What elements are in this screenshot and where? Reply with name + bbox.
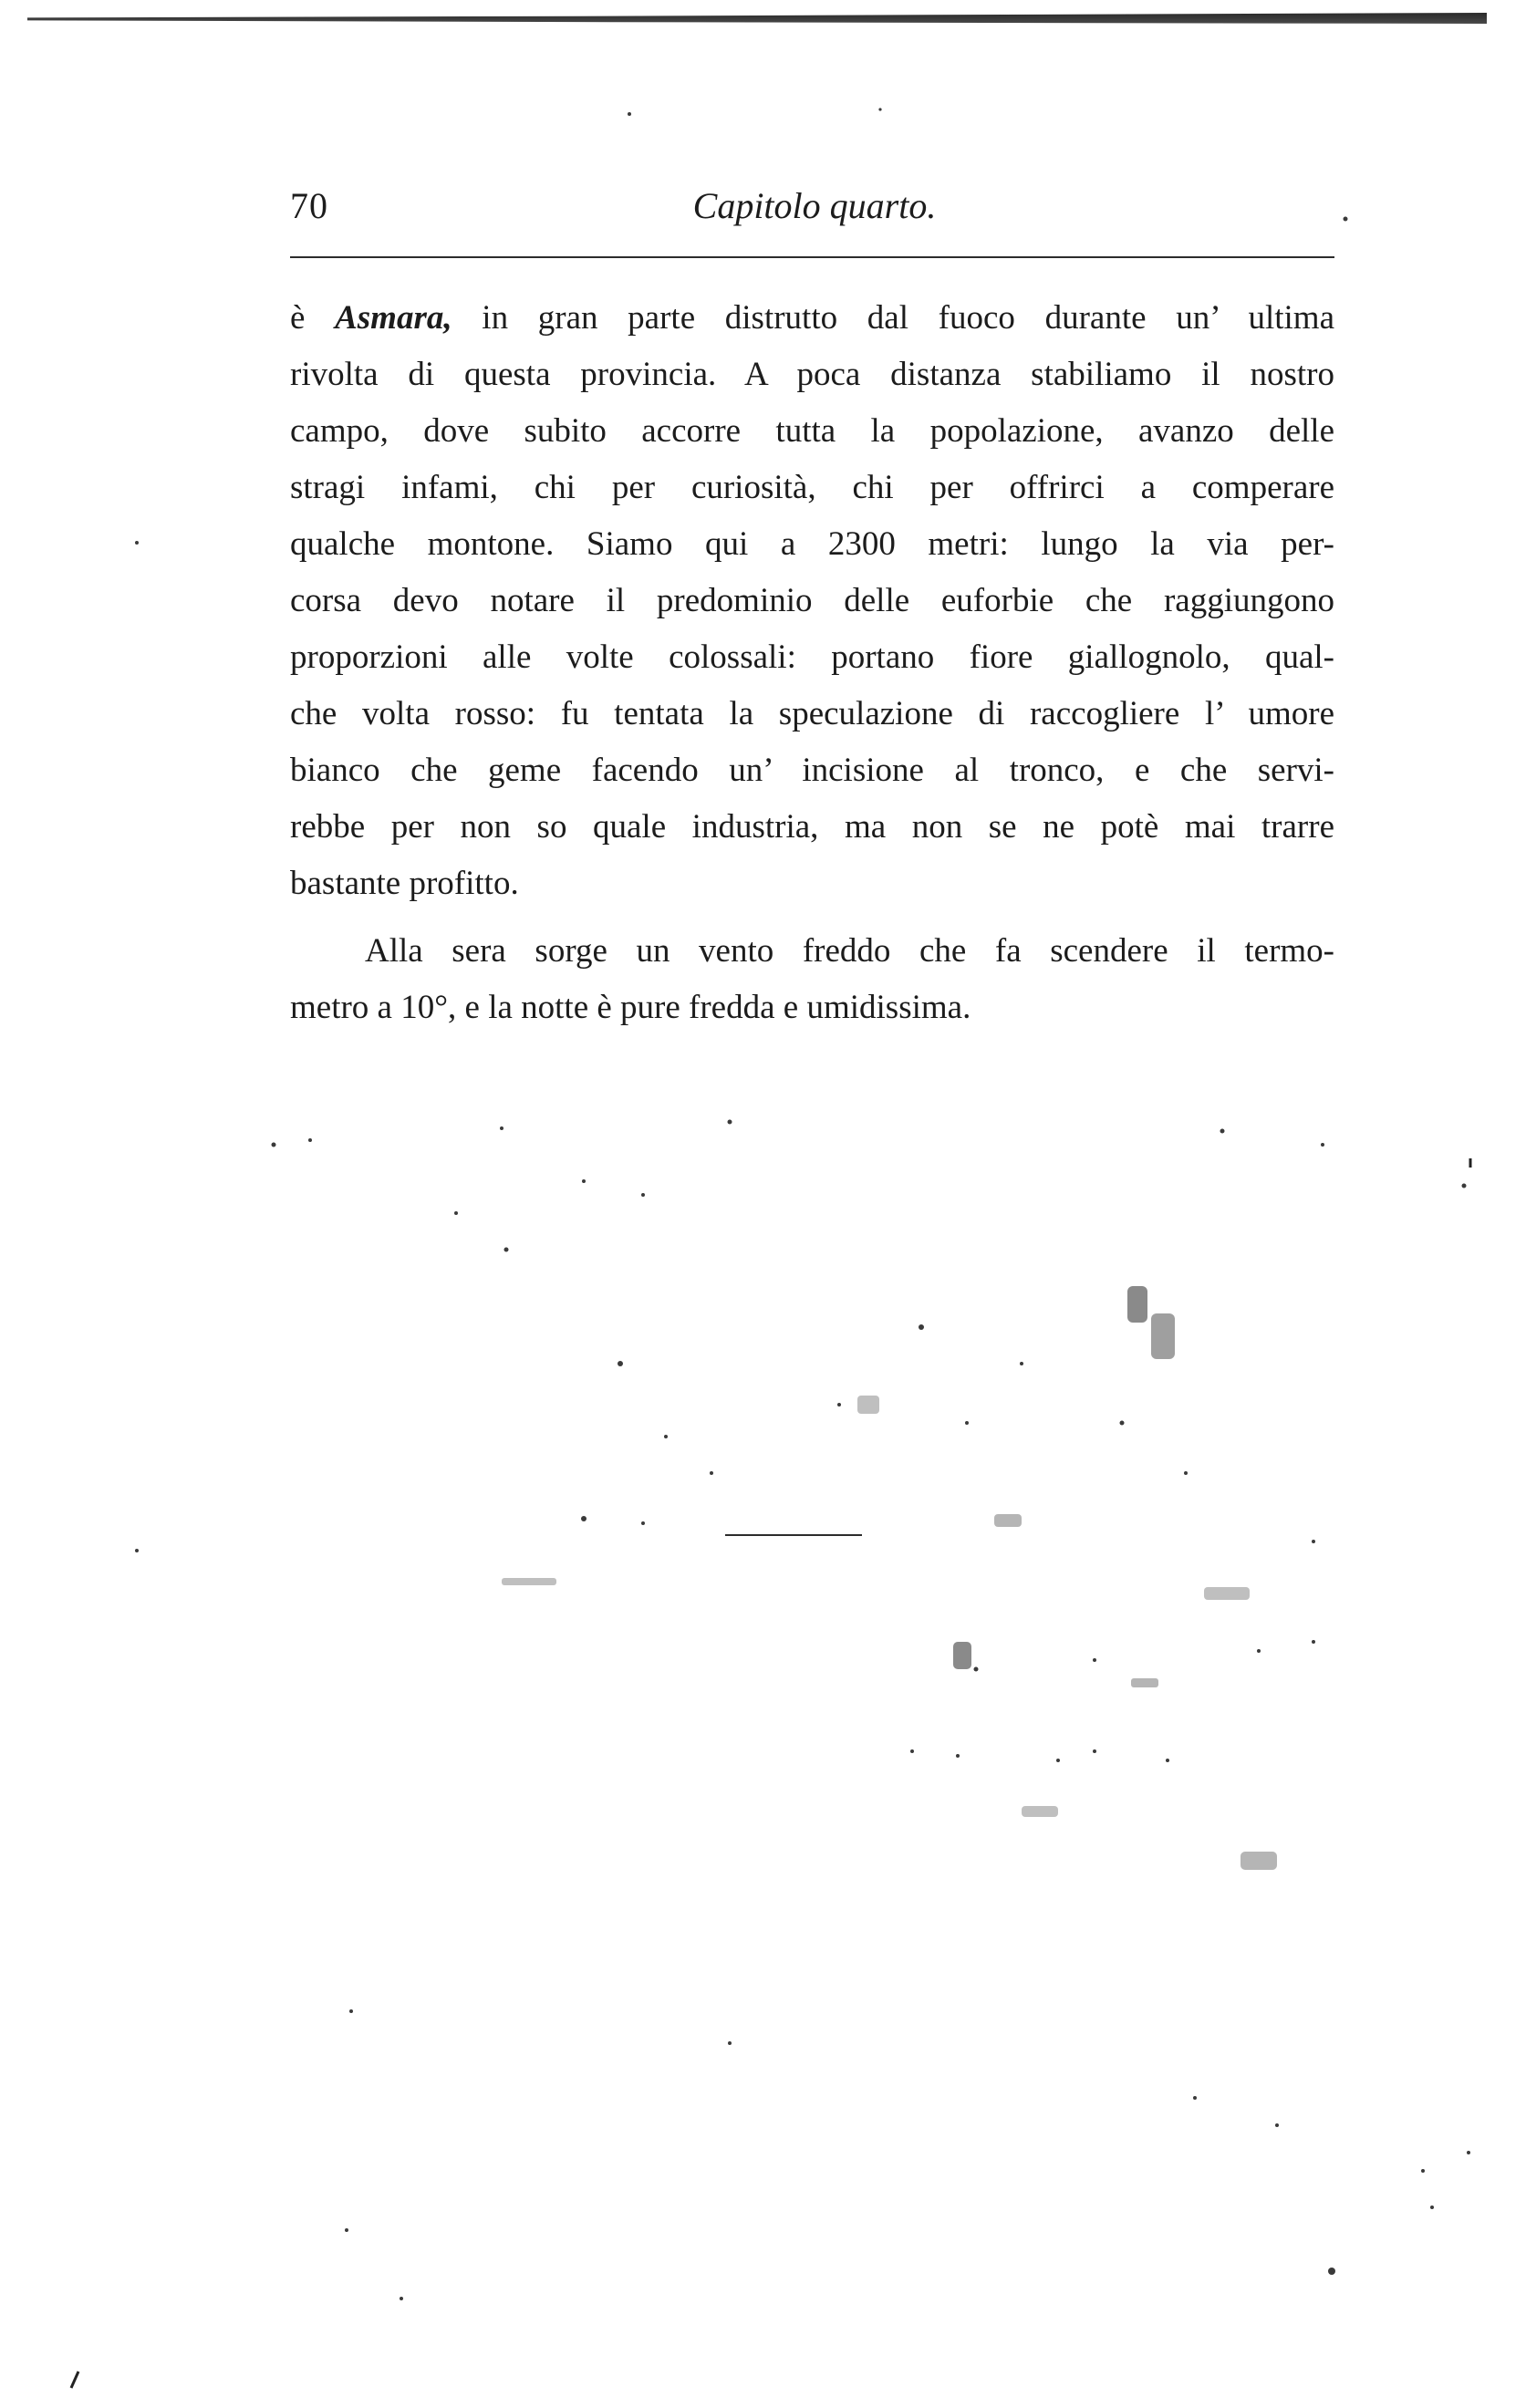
text-line: bastante profitto. — [290, 865, 519, 902]
place-name: Asmara, — [335, 299, 452, 337]
text-line: bianco che geme facendo un’ incisione al tronco, e che servi- — [290, 752, 1334, 789]
top-border-rule — [27, 13, 1487, 24]
paragraph-gap — [290, 912, 1334, 923]
running-head — [290, 184, 1339, 239]
chapter-title: Capitolo quarto. — [692, 185, 937, 226]
text-fragment: è — [290, 299, 336, 337]
text-line: proporzioni alle volte colossali: portano fiore giallognolo, qual- — [290, 638, 1334, 676]
text-line: che volta rosso: fu tentata la speculazione di raccogliere l’ umore — [290, 695, 1334, 732]
text-line: qualche montone. Siamo qui a 2300 metri: lungo la via per- — [290, 525, 1334, 563]
page-number: 70 — [290, 185, 328, 226]
text-line: corsa devo notare il predominio delle euforbie che raggiungono — [290, 582, 1334, 619]
text-line: stragi infami, chi per curiosità, chi per offrirci a comperare — [290, 469, 1334, 506]
text-line — [290, 290, 1334, 347]
text-line: rebbe per non so quale industria, ma non se ne potè mai trarre — [290, 808, 1334, 846]
text-fragment: in gran parte distrutto dal fuoco durante un’ ultima — [452, 299, 1334, 337]
text-line: metro a 10°, e la notte è pure fredda e umidissima. — [290, 989, 971, 1026]
body-text — [290, 290, 1334, 1036]
section-end-rule — [725, 1534, 862, 1536]
text-line: Alla sera sorge un vento freddo che fa scendere il termo- — [365, 932, 1334, 970]
header-rule — [290, 256, 1334, 258]
text-line: campo, dove subito accorre tutta la popolazione, avanzo delle — [290, 412, 1334, 450]
text-line: rivolta di questa provincia. A poca distanza stabiliamo il nostro — [290, 356, 1334, 393]
